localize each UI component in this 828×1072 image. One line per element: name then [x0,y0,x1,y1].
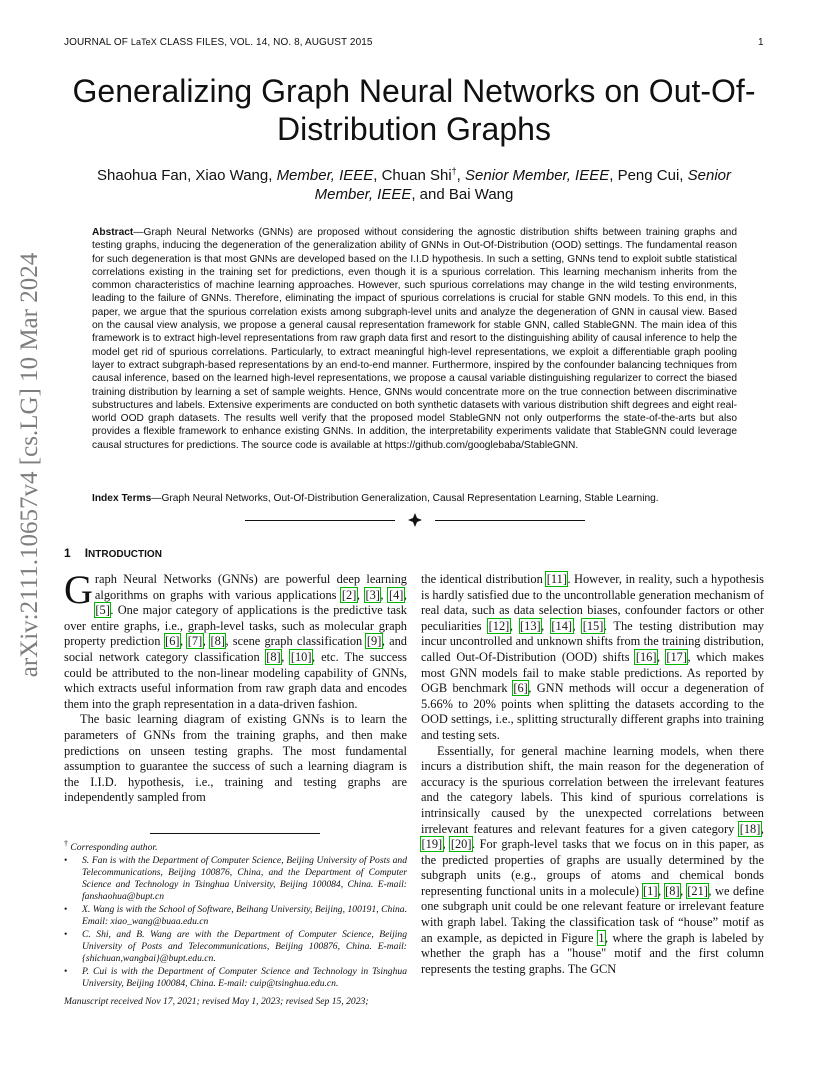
latex-logo: LaTeX [130,37,157,47]
intro-paragraph-4: Essentially, for general machine learning models, when there incurs a distribution shift, the main reason for the degeneration of accuracy is the spurious correlation between the irrelevant features and the category labels. This kind of spurious correlations is intrinsically caused by the unexpected correlations between irrelevant features and relevant features for a given category [18], [19], [20]. For graph-level tasks that we focus on in this paper, as the predicted properties of graphs are usually determined by the subgraph units (e.g., groups of atoms and chemical bonds representing functional units in a molecule) [1], [8], [21], we define one subgraph unit could be one relevant feature or irrelevant feature with graph label. Taking the classification task of “house” motif as an example, as depicted in Figure 1, where the graph is labeled by whether the graph has a "house" motif and the first column represents the testing graphs. The GCN [421,743,765,976]
paper-title: Generalizing Graph Neural Networks on Out-Of-Distribution Graphs [72,73,756,147]
citation-link[interactable]: [4] [388,587,404,602]
citation-link[interactable]: [13] [520,618,541,633]
section-divider [245,512,585,528]
abstract-text: —Graph Neural Networks (GNNs) are proposed without considering the agnostic distribution shifts between training graphs and testing graphs, inducing the degeneration of the generalization ability of GNNs in Out-Of-Distribution (OOD) settings. The fundamental reason for such degeneration is that most GNNs are developed based on the I.I.D hypothesis. In such a setting, GNNs tend to exploit subtle statistical correlations existing in the training set for predictions, even though it is a spurious correlation. This learning mechanism inherits from the common characteristics of machine learning approaches. However, such spurious correlations may change in the wild testing environments, leading to the failure of GNNs. Therefore, eliminating the impact of spurious correlations is crucial for stable GNN models. To this end, in this paper, we argue that the spurious correlation exists among subgraph-level units and analyze the degeneration of GNN in causal view. Based on the causal view analysis, we propose a general causal representation framework for stable GNN, called StableGNN. The main idea of this framework is to extract high-level representations from raw graph data first and resort to the distinguishing ability of causal inference to help the model get rid of spurious correlations. Particularly, to extract meaningful high-level representations, we exploit a differentiable graph pooling layer to extract subgraph-based representations by an end-to-end manner. Furthermore, inspired by the confounder balancing techniques from causal inference, based on the learned high-level representations, we propose a causal variable distinguishing regularizer to correct the biased training distribution by learning a set of sample weights. Hence, GNNs would concentrate more on the true connection between discriminative substructures and labels. Extensive experiments are conducted on both synthetic datasets with various distribution shift degrees and eight real-world OOD graph datasets. The results well verify that the proposed model StableGNN not only outperforms the state-of-the-arts but also provides a flexible framework to enhance existing GNNs. In addition, the interpretability experiments validate that StableGNN could leverage causal structures for predictions. The source code is available at https://github.com/googlebaba/StableGNN. [92,227,738,451]
citation-link[interactable]: [7] [187,634,203,649]
author-list: Shaohua Fan, Xiao Wang, Member, IEEE, Chuan Shi†, Senior Member, IEEE, Peng Cui, Senior Member, IEEE, and Bai Wang [97,166,731,203]
citation-link[interactable]: [1] [643,883,658,898]
abstract-label: Abstract [92,227,134,238]
index-terms-label: Index Terms [92,493,152,504]
affiliation-note: • P. Cui is with the Department of Computer Science and Technology in Tsinghua University, Beijing 100084, China. E-mail: cuip@tsinghua.edu.cn. [64,966,407,990]
citation-link[interactable]: [20] [450,837,472,852]
left-column [64,567,408,806]
affiliation-note: • S. Fan is with the Department of Computer Science, Beijing University of Posts and Telecommunications, Beijing 100876, China, and the Department of Computer Science and Technology in Tsinghua University, Beijing 100084, China. E-mail: fanshaohua@bupt.cn [64,855,407,903]
index-terms: Index Terms—Graph Neural Networks, Out-Of-Distribution Generalization, Causal Representation Learning, Stable Learning. [92,493,659,504]
citation-link[interactable]: [9] [366,634,382,649]
figure-link[interactable]: 1 [598,930,605,945]
citation-link[interactable]: [6] [165,634,180,649]
citation-link[interactable]: [19] [421,837,443,852]
corresponding-author-note: † Corresponding author. [64,839,158,854]
citation-link[interactable]: [14] [551,618,573,633]
citation-link[interactable]: [11] [546,572,567,586]
citation-link[interactable]: [8] [266,649,281,664]
citation-link[interactable]: [17] [666,649,687,664]
citation-link[interactable]: [8] [665,883,680,898]
manuscript-note: Manuscript received Nov 17, 2021; revised May 1, 2023; revised Sep 15, 2023; [64,996,369,1008]
citation-link[interactable]: [18] [739,821,761,836]
footnote-rule [150,833,320,834]
section-heading: 1 INTRODUCTION [64,546,162,560]
intro-paragraph-1: Graph Neural Networks (GNNs) are powerful deep learning algorithms on graphs with various applications [2], [3], [4], [5]. One major category of applications is the predictive task over entire graphs, i.e., graph-level tasks, such as molecular graph property prediction [6], [7], [8], scene graph classification [9], and social network category classification [8], [10], etc. The success could be attributed to the non-linear modeling capability of GNNs, which extracts useful information from raw graph data and encodes them into the graph representation in a data-driven fashion. [64,567,408,711]
drop-cap: G [64,567,93,612]
diamond-ornament-icon [408,513,422,527]
citation-link[interactable]: [21] [687,883,708,898]
running-header: JOURNAL OF LaTeX CLASS FILES, VOL. 14, NO. 8, AUGUST 2015 [64,37,373,48]
right-column [421,572,764,977]
citation-link[interactable]: [5] [95,603,110,618]
citation-link[interactable]: [10] [290,649,312,664]
citation-link[interactable]: [12] [488,618,510,633]
citation-link[interactable]: [8] [210,634,225,649]
arxiv-stamp: arXiv:2111.10657v4 [cs.LG] 10 Mar 2024 [16,252,43,678]
page-number: 1 [758,37,764,48]
affiliation-note: • X. Wang is with the School of Software, Beihang University, Beijing, 100191, China. Email: xiao_wang@buaa.edu.cn [64,904,407,928]
affiliation-note: • C. Shi, and B. Wang are with the Department of Computer Science, Beijing University of Posts and Telecommunications, Beijing 100876, China. E-mail: {shichuan,wangbai}@bupt.edu.cn. [64,929,407,965]
intro-paragraph-3: the identical distribution [11]. However, in reality, such a hypothesis is hardly satisfied due to the uncontrollable generation mechanism of real data, such as data selection biases, confounder factors or other peculiarities [12], [13], [14], [15]. The testing distribution may incur uncontrolled and unknown shifts from the training distribution, called Out-Of-Distribution (OOD) shifts [16], [17], which makes most GNN models fail to make stable predictions. As reported by OGB benchmark [6], GNN methods will occur a degeneration of 5.66% to 20% points when splitting the datasets according to the OOD settings, i.e., splitting structurally different graphs into training and testing sets. [421,572,764,742]
citation-link[interactable]: [2] [341,587,357,602]
citation-link[interactable]: [16] [635,649,657,664]
citation-link[interactable]: [3] [365,587,380,602]
citation-link[interactable]: [15] [582,618,604,633]
citation-link[interactable]: [6] [513,681,528,696]
abstract [92,226,737,452]
footnotes [64,838,407,1009]
intro-paragraph-2: The basic learning diagram of existing GNNs is to learn the parameters of GNNs from the training graphs, and then make predictions on unseen testing graphs. The most fundamental assumption to guarantee the success of such a learning diagram is the I.I.D. hypothesis, i.e., training and testing graphs are independently sampled from [64,712,407,805]
